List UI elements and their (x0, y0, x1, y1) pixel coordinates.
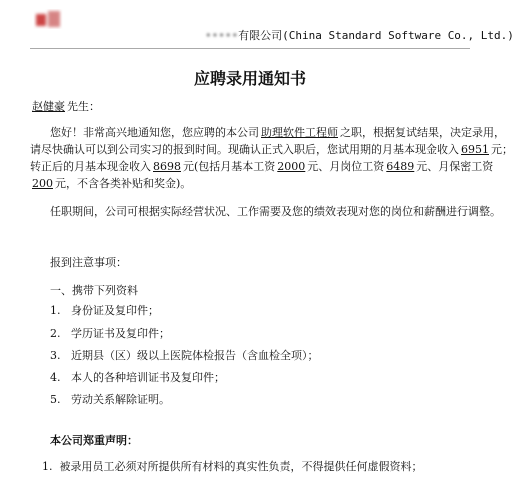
declaration-item (42, 458, 423, 474)
item-number: 2. (50, 327, 61, 340)
item-number: 1. (42, 460, 53, 473)
secrecy-pay: 200 (32, 177, 53, 190)
item-text: 学历证书及复印件； (71, 327, 170, 340)
trial-salary: 6951 (461, 143, 489, 156)
declaration-heading: 本公司郑重声明： (50, 434, 138, 447)
text: 您好！非常高兴地通知您，您应聘的本公司 (50, 126, 259, 139)
para2: 任职期间，公司可根据实际经营状况、工作需要及您的绩效表现对您的岗位和薪酬进行调整。 (50, 205, 501, 218)
item-text: 近期县（区）级以上医院体检报告（含血检全项）； (71, 349, 319, 362)
company-logo-blurred (30, 6, 70, 38)
base-pay: 2000 (277, 160, 306, 173)
list-item (50, 369, 225, 385)
item-text: 本人的各种培训证书及复印件； (71, 371, 225, 384)
item-number: 3. (50, 349, 61, 362)
item-text: 被录用员工必须对所提供所有材料的真实性负责，不得提供任何虚假资料； (59, 460, 423, 473)
list-item (50, 302, 159, 318)
item-text: 身份证及复印件； (71, 304, 159, 317)
salutation (30, 98, 100, 114)
company-name: 有限公司(China Standard Software Co., Ltd.) (238, 29, 514, 42)
list-item (50, 347, 319, 363)
text: 转正后的月基本现金收入 (30, 160, 151, 173)
post-pay: 6489 (386, 160, 415, 173)
document-title: 应聘录用通知书 (193, 69, 306, 88)
list-item (50, 391, 170, 407)
text: 之职，根据复试结果，决定录用， (340, 126, 505, 139)
para1-line4 (30, 175, 191, 191)
header-divider (30, 48, 470, 49)
section-heading: 一、携带下列资料 (50, 284, 138, 297)
text: 元； (491, 143, 513, 156)
para1-line2 (30, 141, 513, 157)
text: 元，不含各类补贴和奖金)。 (55, 177, 192, 190)
para1-line1 (50, 124, 505, 140)
list-item (50, 325, 170, 341)
text: 元、月保密工资 (416, 160, 494, 173)
regular-salary: 8698 (153, 160, 181, 173)
company-header (205, 27, 514, 43)
item-text: 劳动关系解除证明。 (71, 393, 170, 406)
text: 请尽快确认可以到公司实习的报到时间。现确认正式入职后，您试用期的月基本现金收入 (30, 143, 459, 156)
para1-line3 (30, 158, 493, 174)
notice-heading: 报到注意事项： (50, 256, 127, 269)
item-number: 4. (50, 371, 61, 384)
text: 元、月岗位工资 (307, 160, 385, 173)
item-number: 1. (50, 304, 61, 317)
position-title: 助理软件工程师 (261, 126, 338, 139)
company-name-blurred: ••••• (205, 29, 239, 42)
recipient-suffix: 先生： (67, 100, 100, 113)
recipient-name: 赵健豪 (32, 100, 65, 113)
text: 元(包括月基本工资 (183, 160, 276, 173)
item-number: 5. (50, 393, 61, 406)
